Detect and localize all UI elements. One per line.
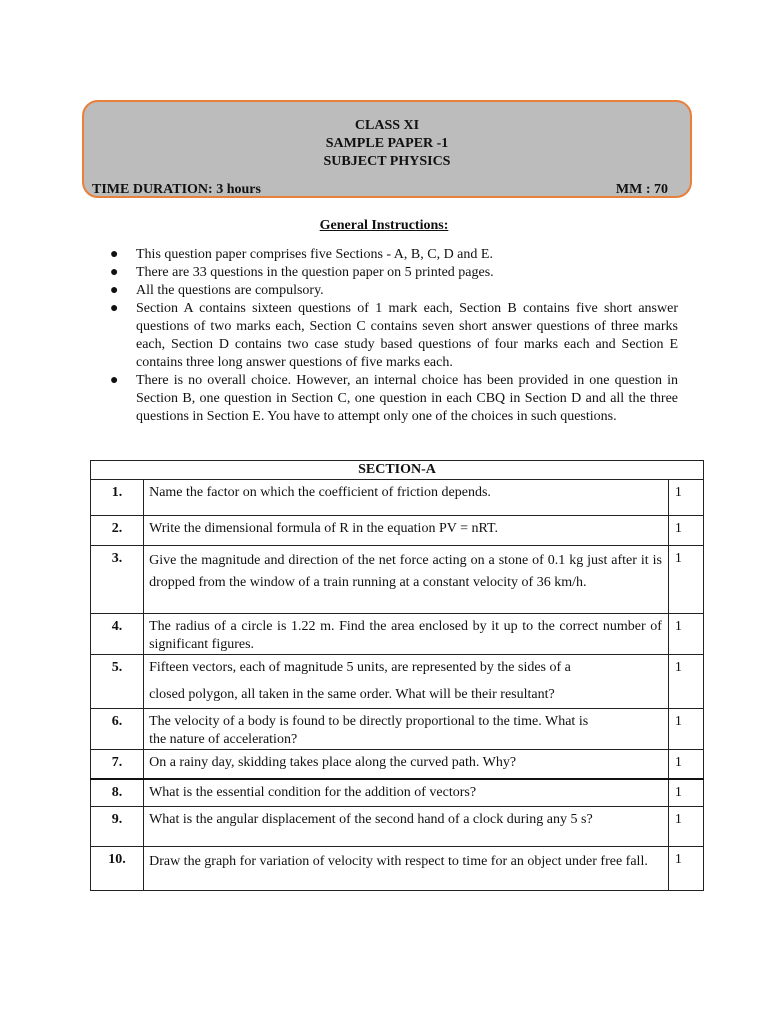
instruction-item: [108, 264, 678, 282]
question-marks: 1: [668, 807, 703, 847]
question-marks: 1: [668, 779, 703, 807]
question-marks: 1: [668, 480, 703, 516]
question-number: 9.: [91, 807, 144, 847]
question-number: 10.: [91, 847, 144, 891]
question-text: [144, 655, 669, 709]
bullet-icon: ●: [110, 301, 119, 316]
section-header-row: [91, 461, 704, 480]
instructions-heading: General Instructions:: [319, 218, 449, 233]
question-row: [91, 546, 704, 614]
bullet-icon: ●: [110, 247, 119, 262]
question-marks: 1: [668, 614, 703, 655]
question-marks: 1: [668, 709, 703, 750]
question-number: 6.: [91, 709, 144, 750]
question-number: 2.: [91, 516, 144, 546]
instruction-text: This question paper comprises five Sections - A, B, C, D and E.: [136, 247, 493, 262]
instructions-list: [108, 246, 678, 426]
instruction-item: [108, 246, 678, 264]
question-number: 5.: [91, 655, 144, 709]
question-text: [144, 709, 669, 750]
question-text: Name the factor on which the coefficient of friction depends.: [144, 480, 669, 516]
question-marks: 1: [668, 546, 703, 614]
class-title: CLASS XI: [354, 118, 420, 133]
question-text: What is the angular displacement of the second hand of a clock during any 5 s?: [144, 807, 669, 847]
paper-title: SAMPLE PAPER -1: [325, 136, 449, 151]
question-text-line: The velocity of a body is found to be directly proportional to the time. What is: [149, 714, 589, 729]
question-row: [91, 655, 704, 709]
bullet-icon: ●: [110, 265, 119, 280]
question-text: The radius of a circle is 1.22 m. Find the area enclosed by it up to the correct number of significant figures.: [144, 614, 669, 655]
question-number: 7.: [91, 750, 144, 779]
question-marks: 1: [668, 655, 703, 709]
question-text: Draw the graph for variation of velocity with respect to time for an object under free fall.: [144, 847, 669, 891]
instruction-item: [108, 372, 678, 426]
instruction-item: [108, 282, 678, 300]
question-number: 4.: [91, 614, 144, 655]
question-marks: 1: [668, 516, 703, 546]
time-duration: TIME DURATION: 3 hours: [92, 182, 261, 197]
section-a-table: [90, 460, 704, 891]
question-text-line: the nature of acceleration?: [149, 732, 298, 747]
bullet-icon: ●: [110, 283, 119, 298]
instruction-text: There are 33 questions in the question paper on 5 printed pages.: [136, 265, 494, 280]
question-text-line: closed polygon, all taken in the same order. What will be their resultant?: [149, 687, 555, 702]
question-row: [91, 750, 704, 779]
bullet-icon: ●: [110, 373, 119, 388]
question-row: [91, 709, 704, 750]
instruction-item: [108, 300, 678, 372]
paper-header: [82, 100, 692, 198]
question-row: [91, 614, 704, 655]
question-number: 3.: [91, 546, 144, 614]
question-text: Write the dimensional formula of R in the equation PV = nRT.: [144, 516, 669, 546]
question-text: On a rainy day, skidding takes place along the curved path. Why?: [144, 750, 669, 779]
question-row: [91, 516, 704, 546]
instruction-text: Section A contains sixteen questions of 1 mark each, Section B contains five short answer questions of two marks each, Section C contains seven short answer questions of three marks each, Section D contains two case study based questions of four marks each and Section E contains three long answer questions of five marks each.: [136, 301, 678, 370]
question-text-line: Fifteen vectors, each of magnitude 5 units, are represented by the sides of a: [149, 660, 571, 675]
question-row: [91, 847, 704, 891]
instruction-text: All the questions are compulsory.: [136, 283, 324, 298]
question-text: Give the magnitude and direction of the net force acting on a stone of 0.1 kg just after it is dropped from the window of a train running at a constant velocity of 36 km/h.: [144, 546, 669, 614]
question-marks: 1: [668, 847, 703, 891]
maximum-marks: MM : 70: [615, 182, 668, 197]
question-row: [91, 807, 704, 847]
subject-title: SUBJECT PHYSICS: [323, 154, 451, 169]
question-number: 1.: [91, 480, 144, 516]
question-number: 8.: [91, 779, 144, 807]
question-marks: 1: [668, 750, 703, 779]
section-title: SECTION-A: [91, 461, 704, 480]
question-row: [91, 779, 704, 807]
instruction-text: There is no overall choice. However, an internal choice has been provided in one question in Section B, one question in Section C, one question in each CBQ in Section D and all the three questions in Section E. You have to attempt only one of the choices in such questions.: [136, 373, 678, 424]
question-text: What is the essential condition for the addition of vectors?: [144, 779, 669, 807]
question-row: [91, 480, 704, 516]
